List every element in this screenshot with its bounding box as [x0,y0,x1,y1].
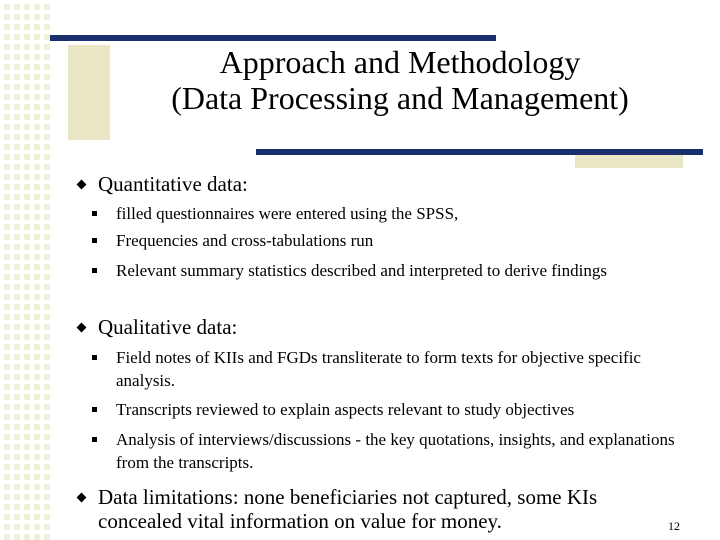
sub-bullet [116,259,636,282]
square-bullet-icon [92,211,97,216]
square-bullet-icon [92,355,97,360]
sub-bullet [116,202,686,225]
square-bullet-icon [92,238,97,243]
sub-bullet [116,346,686,392]
diamond-bullet-icon [77,180,87,190]
square-bullet-icon [92,268,97,273]
sub-bullet-text: filled questionnaires were entered using the SPSS, [116,204,459,223]
sub-bullet-text: Transcripts reviewed to explain aspects relevant to study objectives [116,400,575,419]
sub-bullet-text: Field notes of KIIs and FGDs transliterate to form texts for objective specific analysis. [116,348,641,390]
sub-bullet-text: Analysis of interviews/discussions - the key quotations, insights, and explanations from the transcripts. [116,430,675,472]
sub-bullet [116,398,686,421]
sub-bullet-text: Frequencies and cross-tabulations run [116,231,374,250]
page-number: 12 [668,519,680,533]
title-line-2: (Data Processing and Management) [171,80,629,116]
title-line-1: Approach and Methodology [219,44,581,80]
bullet-qualitative [98,315,237,339]
square-bullet-icon [92,407,97,412]
bullet-data-limitations [98,485,658,533]
sub-bullet-text: Relevant summary statistics described and interpreted to derive findings [116,261,607,280]
bullet-quantitative [98,172,248,196]
sub-bullet [116,428,686,474]
diamond-bullet-icon [77,323,87,333]
bullet-label: Qualitative data: [98,315,238,339]
diamond-bullet-icon [77,493,87,503]
bullet-label: Quantitative data: [98,172,248,196]
square-bullet-icon [92,437,97,442]
sub-bullet [116,229,686,252]
bullet-label: Data limitations: none beneficiaries not captured, some KIs concealed vital information on value for money. [98,485,598,533]
